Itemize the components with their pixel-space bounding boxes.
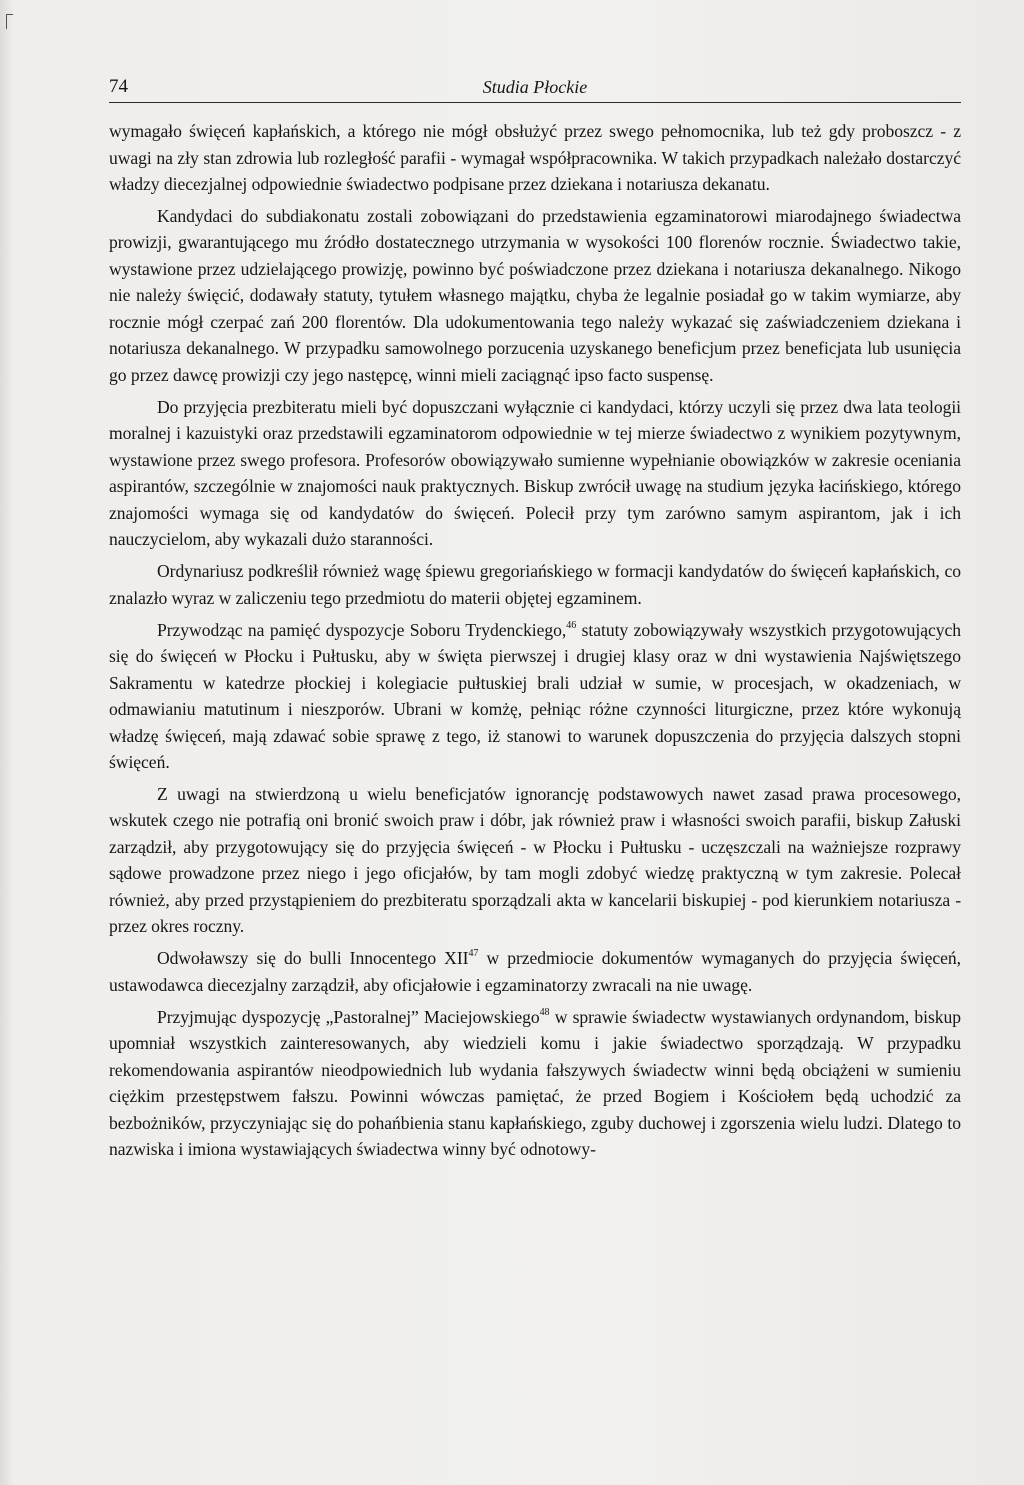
page-header xyxy=(109,74,961,103)
paragraph-text: Odwoławszy się do bulli Innocentego XII xyxy=(157,948,469,969)
paragraph-text: w sprawie świadectw wystawianych ordynandom, biskup upomniał wszystkich zainteresowanych, aby wiedzieli komu i jakie świadectwo sporządzają. W przypadku rekomendowania aspirantów nieodpowiednich lub wydania fałszywych świadectw winni będą obciążeni w sumieniu ciężkim przestępstwem fałszu. Powinni wówczas pamiętać, że przed Bogiem i Kościołem będą uchodzić za bezbożników, przyczyniając się do pohańbienia stanu kapłańskiego, zguby duchowej i zgorszenia wielu ludzi. Dlatego to nazwiska i imiona wystawiających świadectwa winny być odnotowy- xyxy=(109,1006,961,1160)
footnote-ref-47[interactable]: 47 xyxy=(468,948,479,960)
paragraph-gregorian-chant: Ordynariusz podkreślił również wagę śpiewu gregoriańskiego w formacji kandydatów do święceń kapłańskich, co znalazło wyraz w zaliczeniu tego przedmiotu do materii objętej egzaminem. xyxy=(109,561,961,608)
paragraph-text: Przyjmując dyspozycję „Pastoralnej” Maciejowskiego xyxy=(157,1006,540,1027)
paragraph-text: statuty zobowiązywały wszystkich przygotowujących się do święceń w Płocku i Pułtusku, aby w święta pierwszej i drugiej klasy oraz w dni wystawienia Najświętszego Sakramentu w katedrze płockiej i kolegiacie pułtuskiej brali udział w sumie, w procesjach, w okadzeniach, w odmawianiu matutinum i nieszporów. Ubrani w komżę, pełniąc różne czynności liturgiczne, przez które wykonują władzę święceń, mają zdawać sobie sprawę z tego, iż stanowi to warunek dopuszczenia do przyjęcia dalszych stopni święceń. xyxy=(109,619,961,773)
paragraph-procedural-law: Z uwagi na stwierdzoną u wielu beneficjatów ignorancję podstawowych nawet zasad prawa procesowego, wskutek czego nie potrafią oni bronić swoich praw i dóbr, jak również praw i własności swoich parafii, biskup Załuski zarządził, aby przygotowujący się do przyjęcia święceń - w Płocku i Pułtusku - uczęszczali na ważniejsze rozprawy sądowe prowadzone przez niego i jego oficjałów, by tam mogli zdobyć wiedzę praktyczną w tym zakresie. Polecał również, aby przed przystąpieniem do prezbiteratu sporządzali akta w kancelarii biskupiej - pod kierunkiem notariusza - przez okres roczny. xyxy=(109,783,961,937)
paragraph-text: Przywodząc na pamięć dyspozycje Soboru Trydenckiego, xyxy=(157,619,567,640)
running-title: Studia Płockie xyxy=(482,77,588,97)
paragraph-pastoral-certificates xyxy=(109,1004,961,1163)
footnote-ref-48[interactable]: 48 xyxy=(539,1006,550,1018)
paragraph-innocent-bull xyxy=(109,945,961,998)
page-number: 74 xyxy=(109,76,128,97)
paragraph-subdiaconate: Kandydaci do subdiakonatu zostali zobowiązani do przedstawienia egzaminatorowi miarodajnego świadectwa prowizji, gwarantującego mu źródło dostatecznego utrzymania w wysokości 100 florenów rocznie. Świadectwo takie, wystawione przez udzielającego prowizję, powinno być poświadczone przez dziekana i notariusza dekanalnego. Nikogo nie należy święcić, dodawały statuty, tytułem własnego majątku, chyba że legalnie posiadał go w takim wymiarze, aby rocznie mógł czerpać zań 200 florentów. Dla udokumentowania tego należy wykazać się zaświadczeniem dziekana i notariusza dekanalnego. W przypadku samowolnego porzucenia uzyskanego beneficjum przez beneficjata lub usunięcia go przez dawcę prowizji czy jego następcę, winni mieli zaciągnąć ipso facto suspensę. xyxy=(109,205,961,385)
scan-edge-mark xyxy=(6,14,13,29)
paragraph-text: w przedmiocie dokumentów wymaganych do przyjęcia święceń, ustawodawca diecezjalny zarządził, aby oficjałowie i egzaminatorzy zwracali na nie uwagę. xyxy=(109,948,961,995)
paragraph-council-of-trent xyxy=(109,617,961,776)
body-text xyxy=(109,118,961,1168)
paragraph-continued: wymagało święceń kapłańskich, a którego nie mógł obsłużyć przez swego pełnomocnika, lub też gdy proboszcz - z uwagi na zły stan zdrowia lub rozległość parafii - wymagał współpracownika. W takich przypadkach należało dostarczyć władzy diecezjalnej odpowiednie świadectwo podpisane przez dziekana i notariusza dekanatu. xyxy=(109,121,961,194)
footnote-ref-46[interactable]: 46 xyxy=(566,619,577,631)
paragraph-presbyterate: Do przyjęcia prezbiteratu mieli być dopuszczani wyłącznie ci kandydaci, którzy uczyli się przez dwa lata teologii moralnej i kazuistyki oraz przedstawili egzaminatorom odpowiednie w tej mierze świadectwo z wynikiem pozytywnym, wystawione przez swego profesora. Profesorów obowiązywało sumienne wypełnianie obowiązków w zakresie oceniania aspirantów, szczególnie w znajomości nauk praktycznych. Biskup zwrócił uwagę na studium języka łacińskiego, którego znajomości wymaga się od kandydatów do święceń. Polecił przy tym zarówno samym aspirantom, jak i ich nauczycielom, aby wykazali dużo staranności. xyxy=(109,396,961,550)
